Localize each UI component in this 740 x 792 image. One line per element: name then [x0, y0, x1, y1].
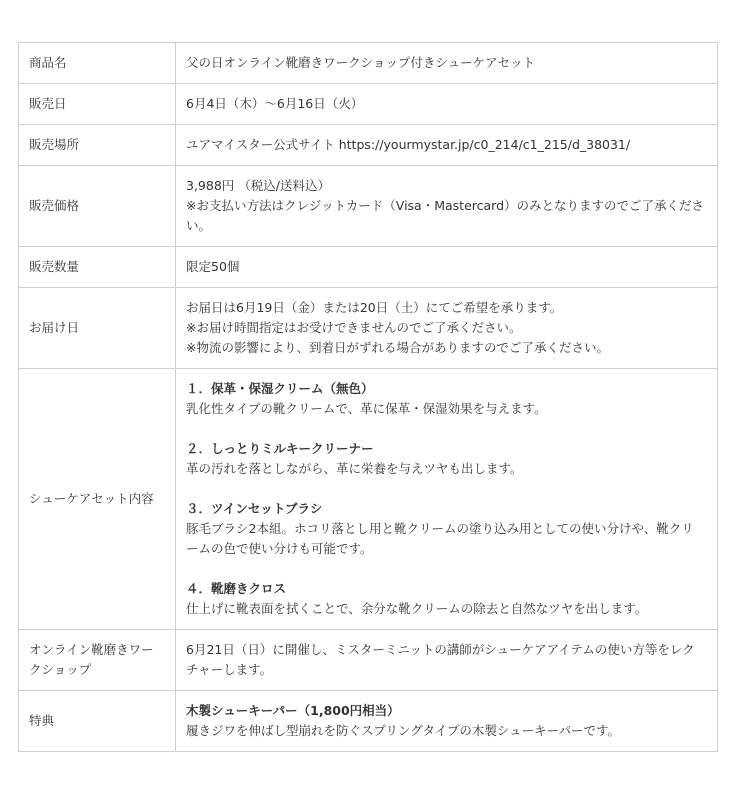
row-label: 特典 [19, 691, 176, 752]
product-info-table-wrapper [18, 42, 718, 752]
value-line: 6月21日（日）に開催し、ミスターミニットの講師がシューケアアイテムの使い方等をレクチャーします。 [186, 642, 695, 677]
bonus-title: 木製シューキーパー（1,800円相当） [186, 703, 400, 718]
table-row-sale-date [19, 84, 718, 125]
row-label: 商品名 [19, 43, 176, 84]
item-description: 乳化性タイプの靴クリームで、革に保革・保湿効果を与えます。 [186, 401, 547, 416]
product-info-table [18, 42, 718, 752]
table-row-price [19, 166, 718, 247]
row-label: シューケアセット内容 [19, 369, 176, 630]
row-value [176, 247, 718, 288]
row-label: 販売価格 [19, 166, 176, 247]
value-line: ※物流の影響により、到着日がずれる場合がありますのでご了承ください。 [186, 340, 609, 355]
row-value [176, 84, 718, 125]
row-value [176, 369, 718, 630]
item-title: ２．しっとりミルキークリーナー [186, 441, 374, 456]
table-row-delivery-date [19, 288, 718, 369]
sale-location-link[interactable]: ユアマイスター公式サイト https://yourmystar.jp/c0_214/c1_215/d_38031/ [186, 137, 631, 152]
table-row-bonus [19, 691, 718, 752]
table-row-product-name [19, 43, 718, 84]
value-line: ※お届け時間指定はお受けできませんのでご了承ください。 [186, 320, 522, 335]
row-label: 販売場所 [19, 125, 176, 166]
table-row-quantity [19, 247, 718, 288]
item-description: 革の汚れを落としながら、革に栄養を与えツヤも出します。 [186, 461, 523, 476]
item-description: 豚毛ブラシ2本組。ホコリ落とし用と靴クリームの塗り込み用としての使い分けや、靴クリームの色で使い分けも可能です。 [186, 521, 694, 556]
value-line: ※お支払い方法はクレジットカード（Visa・Mastercard）のみとなりますのでご了承ください。 [186, 198, 705, 233]
row-label: お届け日 [19, 288, 176, 369]
value-line: 履きジワを伸ばし型崩れを防ぐスプリングタイプの木製シューキーパーです。 [186, 723, 621, 738]
row-value [176, 691, 718, 752]
value-line: 6月4日（木）〜6月16日（火） [186, 96, 364, 111]
row-value [176, 166, 718, 247]
table-row-workshop [19, 630, 718, 691]
table-row-sale-location [19, 125, 718, 166]
value-line: 3,988円 （税込/送料込） [186, 178, 330, 193]
item-description: 仕上げに靴表面を拭くことで、余分な靴クリームの除去と自然なツヤを出します。 [186, 601, 648, 616]
item-title: １．保革・保湿クリーム（無色） [186, 381, 374, 396]
row-value [176, 43, 718, 84]
row-label: オンライン靴磨きワークショップ [19, 630, 176, 691]
row-label: 販売数量 [19, 247, 176, 288]
item-title: ３．ツインセットブラシ [186, 501, 323, 516]
row-value [176, 630, 718, 691]
row-value [176, 125, 718, 166]
item-spacer [186, 479, 705, 499]
table-row-set-contents [19, 369, 718, 630]
row-value [176, 288, 718, 369]
value-line: 限定50個 [186, 259, 240, 274]
value-line: 父の日オンライン靴磨きワークショップ付きシューケアセット [186, 55, 536, 70]
row-label: 販売日 [19, 84, 176, 125]
value-line: お届日は6月19日（金）または20日（土）にてご希望を承ります。 [186, 300, 563, 315]
item-title: ４．靴磨きクロス [186, 581, 287, 596]
item-spacer [186, 559, 705, 579]
item-spacer [186, 419, 705, 439]
